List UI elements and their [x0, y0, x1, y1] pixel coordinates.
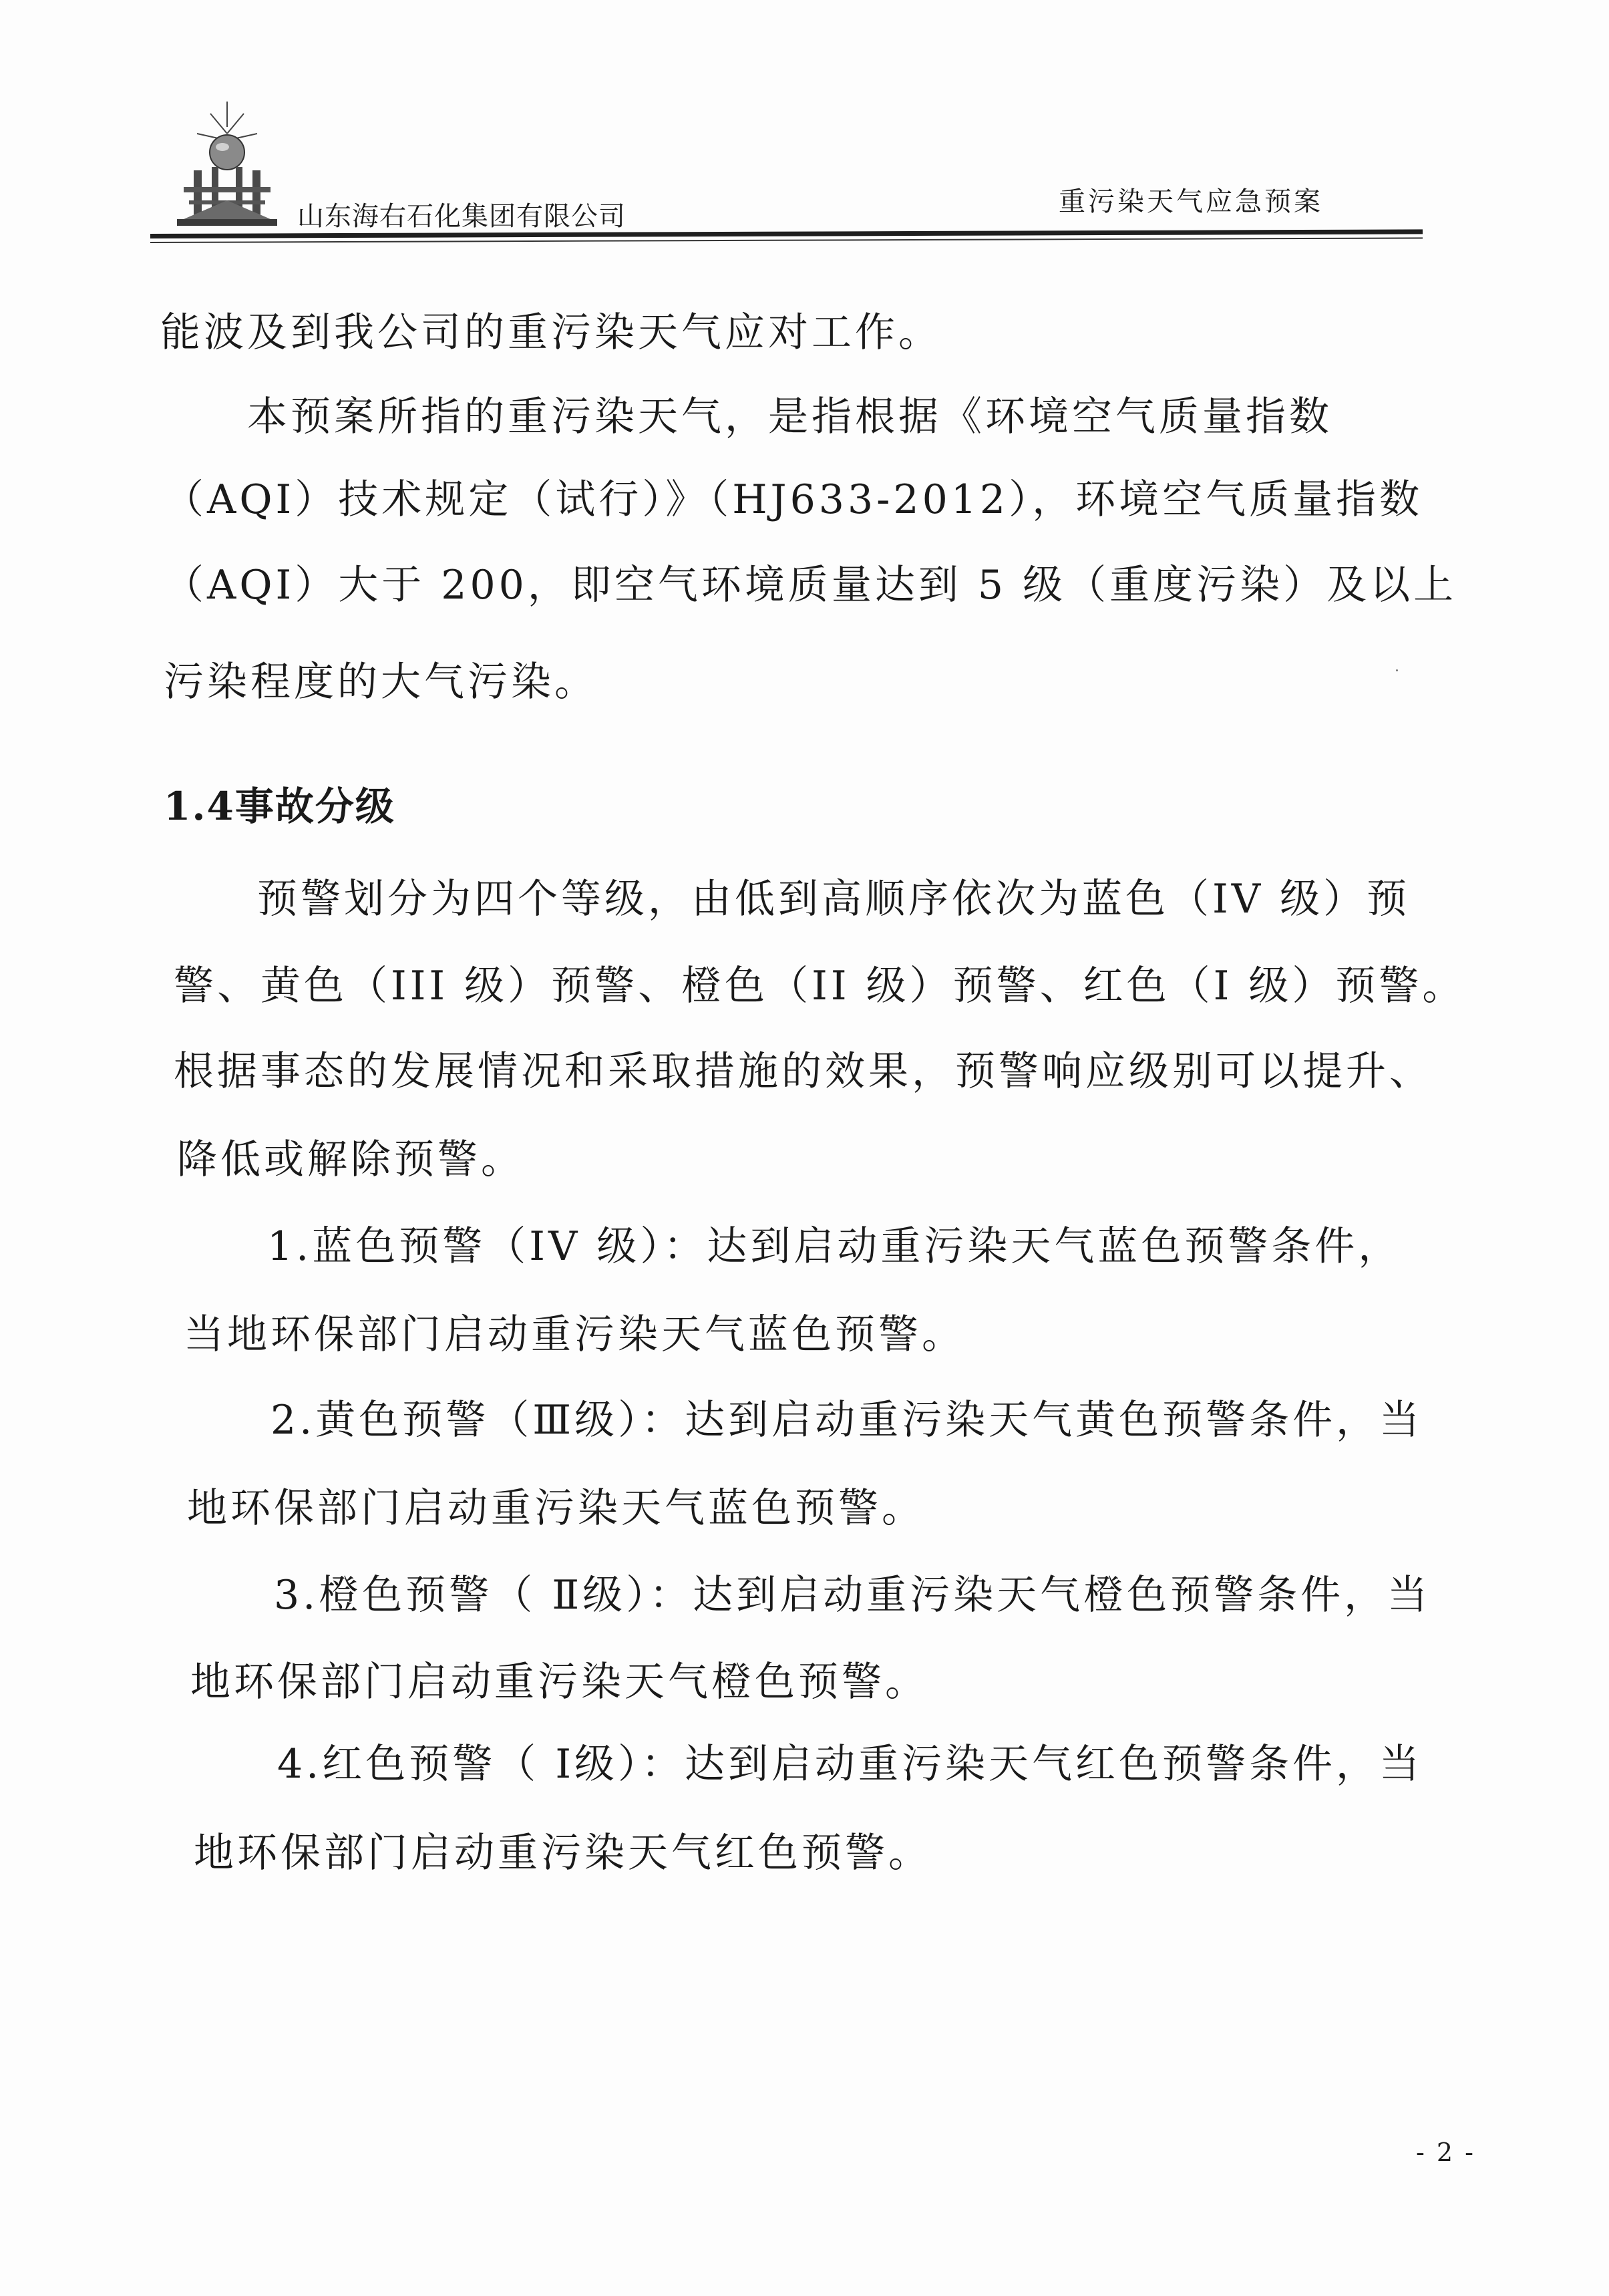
- item-3-line-2: 地环保部门启动重污染天气橙色预警。: [190, 1659, 928, 1705]
- scan-speck: [1396, 669, 1398, 671]
- intro-line-2: 本预案所指的重污染天气，是指根据《环境空气质量指数: [247, 393, 1332, 440]
- intro-line-3: （AQI）技术规定（试行）》（HJ633-2012），环境空气质量指数: [164, 476, 1423, 523]
- item-2-line-1: 2.黄色预警（Ⅲ级）：达到启动重污染天气黄色预警条件，当: [271, 1397, 1423, 1444]
- document-title: 重污染天气应急预案: [1059, 186, 1323, 217]
- grading-line-2: 警、黄色（III 级）预警、橙色（II 级）预警、红色（I 级）预警。: [174, 963, 1466, 1009]
- item-1-line-2: 当地环保部门启动重污染天气蓝色预警。: [184, 1311, 965, 1358]
- item-4-line-2: 地环保部门启动重污染天气红色预警。: [194, 1830, 932, 1876]
- item-2-line-2: 地环保部门启动重污染天气蓝色预警。: [187, 1485, 925, 1532]
- grading-line-1: 预警划分为四个等级，由低到高顺序依次为蓝色（IV 级）预: [257, 876, 1411, 923]
- intro-line-4: （AQI）大于 200，即空气环境质量达到 5 级（重度污染）及以上: [164, 562, 1457, 609]
- item-3-line-1: 3.橙色预警（ Ⅱ级）：达到启动重污染天气橙色预警条件，当: [274, 1572, 1431, 1619]
- page-number: - 2 -: [1416, 2138, 1476, 2167]
- refinery-globe-logo-icon: [170, 100, 284, 234]
- company-name: 山东海右石化集团有限公司: [297, 201, 626, 232]
- intro-line-5: 污染程度的大气污染。: [164, 659, 598, 705]
- section-heading: 1.4事故分级: [164, 784, 395, 829]
- header-rule-thin: [150, 237, 1423, 243]
- item-1-line-1: 1.蓝色预警（IV 级）：达到启动重污染天气蓝色预警条件，: [267, 1223, 1402, 1270]
- grading-line-4: 降低或解除预警。: [177, 1136, 524, 1183]
- grading-line-3: 根据事态的发展情况和采取措施的效果，预警响应级别可以提升、: [174, 1048, 1433, 1095]
- intro-line-1: 能波及到我公司的重污染天气应对工作。: [160, 309, 942, 356]
- item-4-line-1: 4.红色预警（ Ⅰ级）：达到启动重污染天气红色预警条件，当: [277, 1741, 1423, 1788]
